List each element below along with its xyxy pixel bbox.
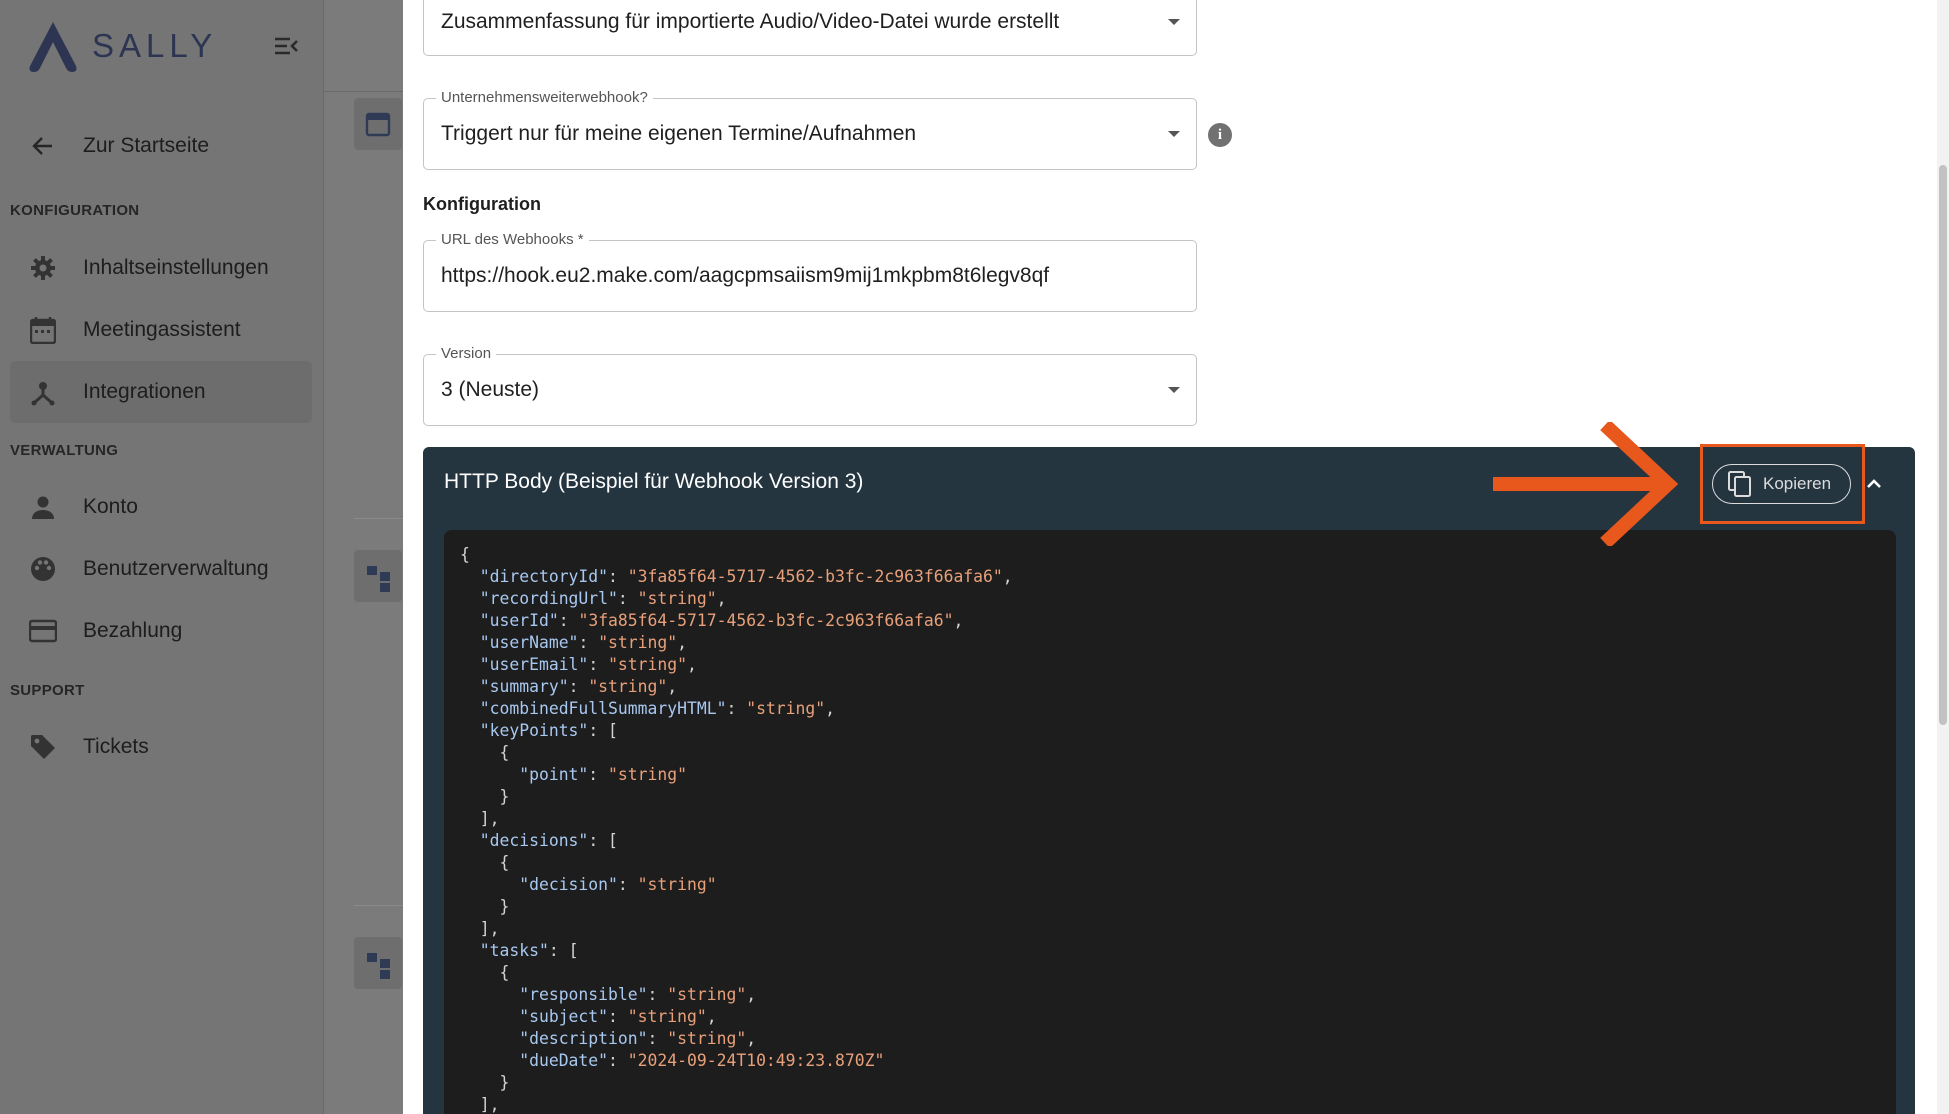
code-line [460, 1094, 1013, 1114]
code-line [460, 610, 1013, 632]
json-punct: , [825, 699, 836, 718]
brand-name: SALLY [92, 27, 218, 64]
background-calendar-icon [354, 98, 402, 150]
json-punct [460, 677, 480, 696]
json-punct: : [608, 1007, 628, 1026]
json-punct [460, 875, 519, 894]
json-punct [460, 655, 480, 674]
company-webhook-value: Triggert nur für meine eigenen Termine/Aufnahmen [441, 122, 917, 145]
json-punct: : [578, 633, 599, 652]
credit-card-icon [28, 616, 58, 646]
menu-collapse-icon[interactable] [270, 30, 302, 62]
json-key: "combinedFullSummaryHTML" [479, 699, 727, 718]
json-punct: : [588, 765, 609, 784]
sidebar-item-konto[interactable] [10, 476, 312, 538]
sidebar-item-label: Bezahlung [83, 619, 183, 642]
sidebar-item-benutzerverwaltung[interactable] [10, 538, 312, 600]
sidebar-item-tickets[interactable] [10, 716, 312, 778]
sidebar-item-bezahlung[interactable] [10, 600, 312, 662]
sally-logo-icon [24, 18, 82, 74]
company-webhook-label: Unternehmensweiterwebhook? [436, 89, 653, 106]
json-string: "string" [667, 985, 747, 1004]
trigger-select[interactable] [423, 0, 1197, 56]
json-punct: : [617, 875, 638, 894]
json-key: "keyPoints" [479, 721, 589, 740]
json-punct [460, 765, 519, 784]
json-punct: , [746, 985, 757, 1004]
json-string: "string" [637, 875, 717, 894]
code-line [460, 1050, 1013, 1072]
json-punct [460, 1051, 519, 1070]
json-punct: , [746, 1029, 757, 1048]
sidebar-item-meetingassistent[interactable] [10, 299, 312, 361]
annotation-highlight [1700, 444, 1865, 524]
json-string: "2024-09-24T10:49:23.870Z" [627, 1051, 885, 1070]
code-line [460, 786, 1013, 808]
code-line [460, 1072, 1013, 1094]
json-string: "string" [746, 699, 826, 718]
json-punct: : [647, 1029, 668, 1048]
info-icon[interactable]: i [1208, 123, 1232, 147]
section-label-support: SUPPORT [10, 682, 85, 699]
sidebar [0, 0, 324, 1114]
json-punct: , [677, 633, 688, 652]
dropdown-caret-icon [1168, 387, 1180, 393]
section-label-konfiguration: KONFIGURATION [10, 202, 140, 219]
code-line [460, 962, 1013, 984]
background-flow-icon [354, 937, 402, 989]
json-punct: : [647, 985, 668, 1004]
sidebar-item-inhaltseinstellungen[interactable] [10, 237, 312, 299]
json-punct [460, 1029, 519, 1048]
code-line [460, 874, 1013, 896]
json-punct: : [617, 589, 638, 608]
json-punct [460, 941, 480, 960]
sidebar-item-label: Integrationen [83, 380, 206, 403]
palette-icon [28, 554, 58, 584]
code-line [460, 544, 1013, 566]
json-key: "recordingUrl" [479, 589, 618, 608]
json-key: "userEmail" [479, 655, 589, 674]
json-punct [460, 633, 480, 652]
sidebar-item-label: Tickets [83, 735, 149, 758]
back-to-home-link[interactable] [10, 122, 310, 170]
json-punct: : [568, 677, 589, 696]
json-key: "userName" [479, 633, 579, 652]
json-punct: : [ [588, 721, 618, 740]
sidebar-item-integrationen[interactable] [10, 361, 312, 423]
back-label: Zur Startseite [83, 134, 210, 157]
json-key: "point" [519, 765, 589, 784]
scrollbar-thumb[interactable] [1939, 165, 1947, 725]
json-string: "3fa85f64-5717-4562-b3fc-2c963f66afa6" [578, 611, 954, 630]
code-line [460, 984, 1013, 1006]
integration-icon [28, 377, 58, 407]
logo[interactable] [24, 18, 217, 74]
json-key: "decisions" [479, 831, 589, 850]
dropdown-caret-icon [1168, 131, 1180, 137]
json-punct: , [716, 589, 727, 608]
gear-icon [28, 253, 58, 283]
json-punct: { [460, 743, 510, 762]
json-key: "subject" [519, 1007, 609, 1026]
config-heading: Konfiguration [423, 194, 541, 214]
json-punct [460, 985, 519, 1004]
json-punct [460, 721, 480, 740]
version-label: Version [436, 345, 496, 362]
code-line [460, 698, 1013, 720]
json-code [460, 544, 1013, 1114]
json-key: "dueDate" [519, 1051, 609, 1070]
code-line [460, 632, 1013, 654]
code-line [460, 742, 1013, 764]
code-line [460, 808, 1013, 830]
code-line [460, 720, 1013, 742]
json-punct [460, 831, 480, 850]
json-string: "string" [627, 1007, 707, 1026]
code-line [460, 830, 1013, 852]
http-body-card [423, 447, 1915, 1114]
sidebar-item-label: Meetingassistent [83, 318, 241, 341]
json-string: "string" [608, 655, 688, 674]
json-key: "userId" [479, 611, 559, 630]
code-line [460, 852, 1013, 874]
background-flow-icon [354, 550, 402, 602]
json-string: "string" [598, 633, 678, 652]
person-icon [28, 492, 58, 522]
code-line [460, 676, 1013, 698]
json-punct [460, 567, 480, 586]
webhook-url-label: URL des Webhooks * [436, 231, 589, 248]
json-punct: , [706, 1007, 717, 1026]
json-punct: } [460, 897, 510, 916]
arrow-left-icon [28, 131, 58, 161]
code-line [460, 896, 1013, 918]
code-line [460, 940, 1013, 962]
json-punct: } [460, 1073, 510, 1092]
tag-icon [28, 732, 58, 762]
code-line [460, 588, 1013, 610]
json-punct [460, 589, 480, 608]
sidebar-item-label: Konto [83, 495, 138, 518]
json-punct: : [558, 611, 579, 630]
json-punct: ], [460, 1095, 500, 1114]
json-string: "string" [667, 1029, 747, 1048]
json-punct [460, 611, 480, 630]
code-block [444, 530, 1896, 1114]
json-punct [460, 699, 480, 718]
json-punct: { [460, 963, 510, 982]
company-webhook-select[interactable] [423, 89, 1197, 170]
chevron-up-icon[interactable] [1863, 473, 1885, 495]
json-punct: , [953, 611, 964, 630]
version-value: 3 (Neuste) [441, 378, 540, 401]
code-line [460, 1006, 1013, 1028]
json-punct: , [1002, 567, 1013, 586]
json-punct: , [667, 677, 678, 696]
code-line [460, 654, 1013, 676]
background-topbar [324, 0, 404, 92]
sidebar-item-label: Benutzerverwaltung [83, 557, 269, 580]
json-string: "string" [588, 677, 668, 696]
json-punct: { [460, 853, 510, 872]
section-label-verwaltung: VERWALTUNG [10, 442, 119, 459]
json-key: "responsible" [519, 985, 648, 1004]
json-key: "directoryId" [479, 567, 609, 586]
json-string: "string" [637, 589, 717, 608]
webhook-url-field[interactable] [423, 231, 1197, 312]
code-line [460, 1028, 1013, 1050]
code-line [460, 764, 1013, 786]
version-select[interactable] [423, 345, 1197, 426]
json-key: "description" [519, 1029, 648, 1048]
sidebar-item-label: Inhaltseinstellungen [83, 256, 269, 279]
json-string: "string" [608, 765, 687, 784]
webhook-url-value: https://hook.eu2.make.com/aagcpmsaiism9mij1mkpbm8t6legv8qf [441, 264, 1050, 287]
code-line [460, 566, 1013, 588]
json-punct: : [ [548, 941, 579, 960]
copy-button-label: Kopieren [1763, 474, 1832, 493]
json-punct: : [726, 699, 747, 718]
json-punct: , [687, 655, 697, 674]
json-punct: } [460, 787, 510, 806]
dropdown-caret-icon [1168, 19, 1180, 25]
code-line [460, 918, 1013, 940]
annotation-arrow-icon [1490, 422, 1680, 546]
json-string: "3fa85f64-5717-4562-b3fc-2c963f66afa6" [627, 567, 1003, 586]
json-punct: { [460, 545, 470, 564]
calendar-icon [28, 315, 58, 345]
json-punct: : [608, 1051, 628, 1070]
json-punct: ], [460, 809, 500, 828]
json-key: "decision" [519, 875, 618, 894]
json-punct: : [608, 567, 628, 586]
json-punct: : [588, 655, 609, 674]
json-punct [460, 1007, 519, 1026]
json-punct: : [ [588, 831, 618, 850]
background-divider [354, 905, 404, 906]
background-divider [354, 518, 404, 519]
json-key: "tasks" [479, 941, 549, 960]
trigger-select-value: Zusammenfassung für importierte Audio/Video-Datei wurde erstellt [441, 10, 1060, 33]
http-body-title: HTTP Body (Beispiel für Webhook Version 3) [444, 470, 864, 493]
json-punct: ], [460, 919, 500, 938]
json-key: "summary" [479, 677, 569, 696]
